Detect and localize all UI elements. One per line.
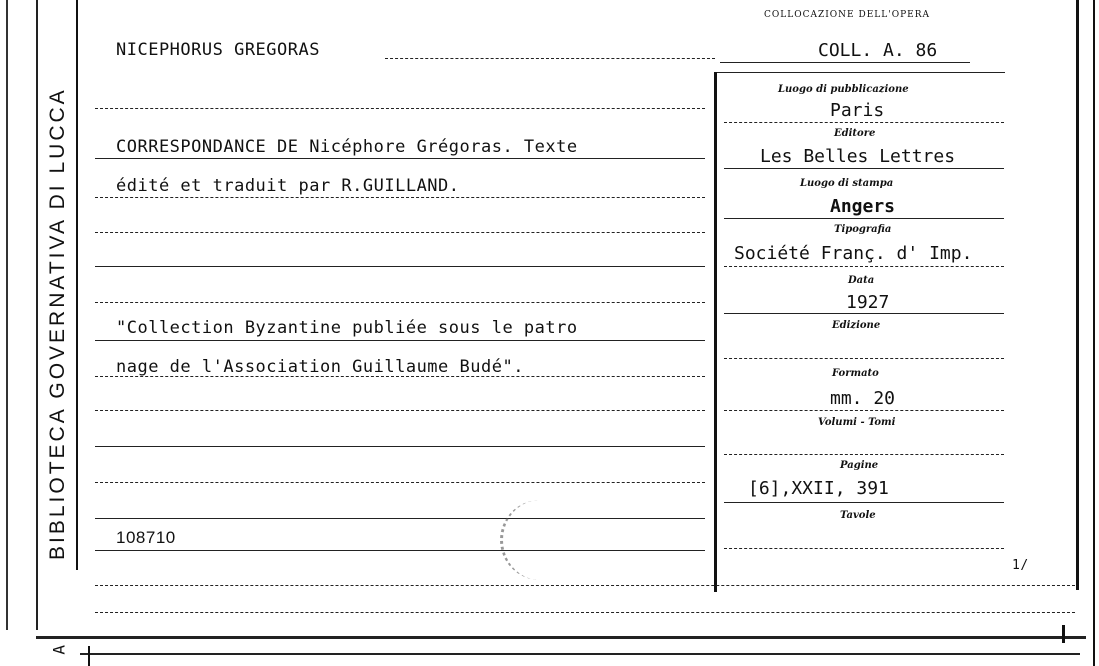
rule-line: [724, 358, 1004, 359]
publisher-label: Editore: [834, 128, 876, 139]
shelfmark: COLL. A. 86: [818, 40, 938, 61]
bottom-right-tick: [1062, 625, 1065, 643]
title-line-1: CORRESPONDANCE DE Nicéphore Grégoras. Texte: [116, 137, 578, 157]
author-heading: NICEPHORUS GREGORAS: [116, 40, 320, 60]
library-stamp-label: BIBLIOTECA GOVERNATIVA DI LUCCA: [46, 87, 69, 560]
rule-line: [95, 158, 705, 159]
rule-line: [724, 266, 1004, 267]
bottom-rule: [36, 636, 1086, 639]
rule-line: [95, 302, 705, 303]
left-margin-rule: [76, 0, 78, 570]
rule-line: [95, 232, 705, 233]
rule-line: [95, 518, 705, 519]
corner-mark: 1/: [1012, 558, 1029, 573]
rule-line: [724, 313, 1004, 314]
printer-value: Société Franç. d' Imp.: [734, 243, 973, 264]
rule-line: [95, 340, 705, 341]
rule-line: [385, 58, 715, 59]
format-label: Formato: [832, 368, 879, 379]
rule-line: [95, 585, 1075, 586]
rule-line: [95, 266, 705, 267]
date-label: Data: [848, 275, 875, 286]
rule-line: [95, 482, 705, 483]
print-place-value: Angers: [830, 196, 896, 217]
right-margin-rule: [1076, 0, 1079, 590]
right-edge-rule: [1093, 0, 1095, 666]
pages-value: [6],XXII, 391: [748, 478, 889, 499]
rule-line: [95, 612, 1075, 613]
shelfmark-underline: [720, 62, 970, 63]
bottom-rule-2: [80, 653, 1080, 655]
volumes-label: Volumi - Tomi: [818, 417, 896, 428]
right-panel-divider: [714, 72, 717, 592]
right-panel-top-rule: [715, 72, 1005, 73]
rule-line: [724, 122, 1004, 123]
place-label: Luogo di pubblicazione: [778, 84, 909, 95]
rule-line: [724, 168, 1004, 169]
title-line-2: édité et traduit par R.GUILLAND.: [116, 176, 460, 196]
place-value: Paris: [830, 100, 885, 121]
rule-line: [724, 410, 1004, 411]
rule-line: [724, 454, 1004, 455]
rule-line: [95, 410, 705, 411]
format-value: mm. 20: [830, 388, 896, 409]
rule-line: [724, 548, 1004, 549]
series-line-2: nage de l'Association Guillaume Budé".: [116, 357, 524, 377]
rule-line: [95, 376, 705, 377]
rule-line: [724, 218, 1004, 219]
print-place-label: Luogo di stampa: [800, 178, 894, 189]
inventory-number: 108710: [116, 528, 176, 547]
header-caption: COLLOCAZIONE DELL'OPERA: [764, 10, 930, 20]
date-value: 1927: [846, 292, 890, 313]
rule-line: [95, 550, 705, 551]
publisher-value: Les Belles Lettres: [760, 146, 956, 167]
pages-label: Pagine: [840, 460, 879, 471]
faint-stamp-mark: [500, 500, 543, 580]
rule-line: [95, 197, 705, 198]
bottom-tick: [88, 646, 90, 666]
plates-label: Tavole: [840, 510, 876, 521]
edition-label: Edizione: [832, 320, 881, 331]
rule-line: [724, 502, 1004, 503]
rule-line: [95, 446, 705, 447]
spine-rule: [6, 0, 8, 630]
bottom-fragment: A: [49, 644, 69, 655]
printer-label: Tipografia: [834, 224, 892, 235]
rule-line: [95, 108, 705, 109]
series-line-1: "Collection Byzantine publiée sous le patro: [116, 318, 578, 338]
